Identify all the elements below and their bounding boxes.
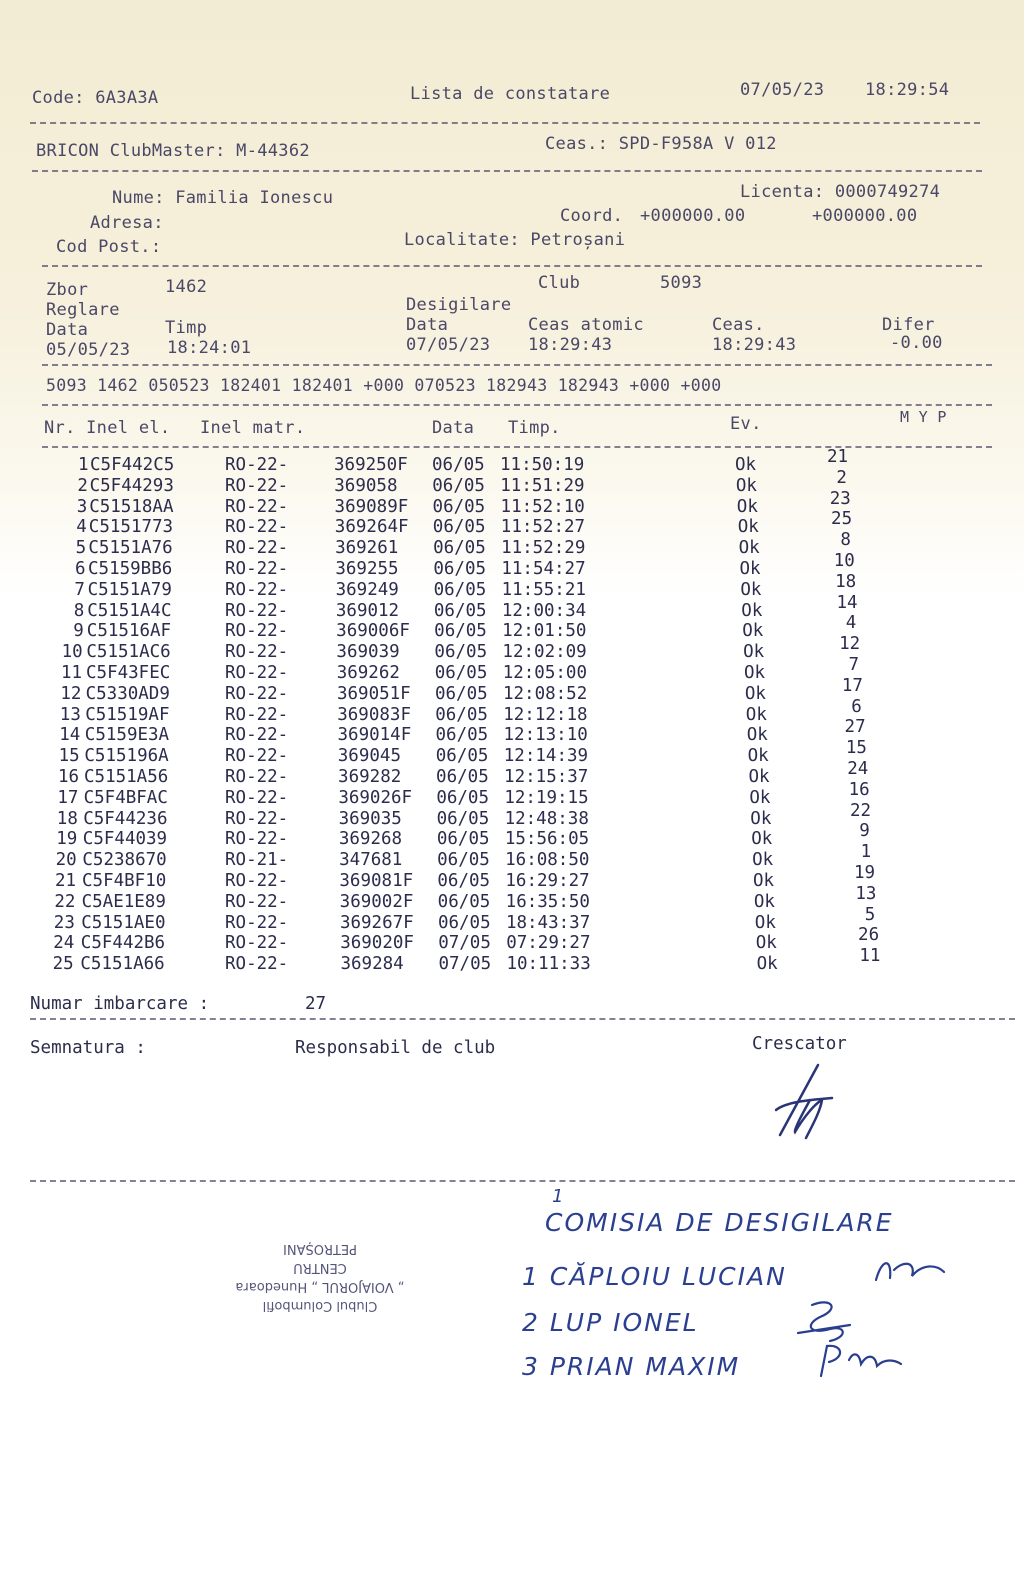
rank-value: 15 — [845, 738, 867, 759]
ring-series: RO-22- — [225, 663, 289, 683]
ring-series: RO-22- — [225, 642, 289, 663]
desig-data-label: Data — [406, 315, 449, 335]
event-status: Ok — [752, 850, 774, 871]
atomic-clock-label: Ceas atomic — [528, 315, 644, 335]
table-row — [0, 655, 1024, 683]
arrival-date: 06/05 — [434, 663, 488, 683]
table-row — [0, 571, 1024, 600]
club-value: 5093 — [660, 273, 703, 293]
arrival-time: 07:29:27 — [506, 933, 591, 954]
rank-value: 26 — [858, 925, 880, 946]
breeder-signature — [740, 1040, 870, 1150]
divider — [42, 404, 992, 406]
ring-id: C5238670 — [82, 850, 167, 871]
arrival-time: 10:11:33 — [506, 954, 591, 975]
arrival-time: 11:51:29 — [500, 475, 585, 496]
rank-value: 6 — [851, 696, 862, 717]
row-number: 21 — [55, 871, 77, 891]
row-number: 19 — [56, 829, 78, 850]
clubmaster-label: BRICON ClubMaster: M-44362 — [36, 141, 310, 161]
table-row — [0, 447, 1024, 475]
row-number: 7 — [74, 579, 85, 600]
row-number: 14 — [59, 725, 81, 746]
header-time: 18:29:54 — [865, 80, 950, 100]
event-status: Ok — [738, 538, 760, 559]
ring-series: RO-22- — [225, 912, 289, 933]
table-row — [0, 717, 1024, 746]
handwritten-member-3: 3 PRIAN MAXIM — [522, 1352, 741, 1381]
member-3-signature — [815, 1340, 905, 1380]
row-number: 25 — [52, 954, 74, 975]
row-number: 13 — [59, 704, 81, 725]
row-number: 6 — [75, 559, 86, 579]
ring-id: C5F44293 — [89, 475, 174, 496]
table-row — [0, 530, 1024, 559]
arrival-time: 12:19:15 — [504, 787, 589, 808]
ring-series: RO-22- — [225, 538, 289, 559]
rank-value: 21 — [827, 447, 849, 467]
col-header-ring: Nr. Inel el. — [44, 418, 171, 438]
rank-value: 24 — [847, 759, 869, 779]
signature-label: Semnatura : — [30, 1038, 146, 1058]
ring-number: 369035 — [338, 808, 402, 829]
event-status: Ok — [736, 496, 758, 517]
row-number: 2 — [77, 475, 88, 496]
arrival-date: 06/05 — [432, 517, 486, 538]
divider — [42, 446, 992, 448]
ring-series: RO-22- — [225, 933, 289, 954]
arrival-date: 06/05 — [433, 559, 487, 579]
rank-value: 10 — [833, 551, 855, 571]
handwritten-commission-title: COMISIA DE DESIGILARE — [545, 1208, 894, 1237]
table-row — [0, 509, 1024, 538]
arrival-time: 12:48:38 — [504, 808, 589, 829]
rank-value: 2 — [836, 467, 847, 488]
ring-series: RO-22- — [225, 767, 289, 787]
row-number: 8 — [73, 600, 85, 621]
arrival-date: 06/05 — [432, 455, 485, 475]
ring-series: RO-22- — [225, 559, 289, 579]
reglare-timp-label: Timp — [165, 318, 208, 338]
col-header-myp: M Y P — [900, 408, 947, 426]
table-row — [0, 613, 1024, 642]
event-status: Ok — [746, 725, 768, 746]
ring-series: RO-22- — [225, 829, 289, 850]
event-status: Ok — [743, 642, 765, 663]
clock-col-label: Ceas. — [712, 315, 765, 335]
clock-label: Ceas.: SPD-F958A V 012 — [545, 134, 777, 154]
arrival-time: 12:14:39 — [503, 746, 589, 767]
locality: Localitate: Petroșani — [404, 230, 626, 250]
table-row — [0, 592, 1024, 621]
ring-series: RO-22- — [225, 496, 289, 517]
ring-id: C5151A56 — [84, 767, 169, 787]
coord-value-2: +000000.00 — [812, 206, 918, 226]
arrival-time: 11:50:19 — [500, 455, 585, 475]
ring-id: C5151A76 — [88, 538, 173, 559]
table-row — [0, 488, 1024, 517]
handwritten-page-mark: 1 — [552, 1186, 566, 1207]
row-number: 23 — [53, 912, 75, 933]
ring-id: C5151AE0 — [81, 912, 166, 933]
col-header-date: Data — [432, 418, 475, 438]
desig-atomic: 18:29:43 — [528, 335, 613, 355]
ring-series: RO-22- — [225, 455, 289, 475]
table-row — [0, 634, 1024, 663]
row-number: 10 — [61, 642, 83, 663]
ring-id: C5AE1E89 — [81, 891, 166, 912]
arrival-time: 11:55:21 — [501, 579, 586, 600]
difer-label: Difer — [882, 315, 935, 335]
ring-number: 369014F — [337, 725, 412, 746]
ring-series: RO-22- — [225, 621, 289, 642]
table-row — [0, 696, 1024, 725]
row-number: 16 — [58, 767, 80, 787]
event-status: Ok — [749, 787, 771, 808]
ring-id: C5F4BFAC — [83, 787, 168, 808]
rank-value: 25 — [831, 509, 853, 530]
flight-label: Zbor — [46, 280, 89, 300]
rank-value: 23 — [829, 488, 851, 509]
divider — [30, 1018, 1015, 1020]
ring-id: C5F44039 — [82, 829, 168, 850]
ring-number: 369081F — [339, 871, 414, 891]
rank-value: 1 — [860, 842, 872, 863]
row-number: 15 — [58, 746, 80, 767]
rank-value: 4 — [845, 613, 857, 634]
ring-series: RO-22- — [225, 579, 289, 600]
ring-series: RO-22- — [225, 704, 289, 725]
reglare-data: 05/05/23 — [46, 340, 131, 360]
divider — [42, 265, 982, 267]
ring-series: RO-22- — [225, 683, 289, 704]
divider — [32, 170, 982, 172]
ring-id: C515196A — [84, 746, 169, 767]
row-number: 17 — [57, 787, 79, 808]
ring-number: 369268 — [338, 829, 403, 850]
row-number: 12 — [60, 683, 82, 704]
breeder-label: Crescator — [752, 1034, 847, 1054]
ring-series: RO-22- — [225, 787, 289, 808]
arrival-date: 06/05 — [437, 912, 491, 933]
reglare-timp: 18:24:01 — [167, 338, 252, 358]
event-status: Ok — [755, 933, 777, 954]
rank-value: 13 — [855, 883, 877, 904]
ring-id: C51516AF — [86, 621, 172, 642]
arrival-date: 06/05 — [434, 683, 488, 704]
reglare-data-label: Data — [46, 320, 89, 340]
col-header-time: Timp. — [508, 418, 561, 438]
rank-value: 16 — [848, 779, 870, 800]
row-number: 11 — [61, 663, 83, 683]
ring-series: RO-21- — [225, 850, 289, 871]
arrival-time: 16:29:27 — [505, 871, 590, 891]
ring-series: RO-22- — [225, 725, 289, 746]
reglare-label: Reglare — [46, 300, 120, 320]
ring-number: 369249 — [335, 579, 399, 600]
table-row — [0, 738, 1024, 767]
arrival-time: 11:54:27 — [501, 559, 586, 579]
arrival-time: 18:43:37 — [505, 912, 591, 933]
rank-value: 11 — [859, 946, 881, 967]
owner-postcode: Cod Post.: — [56, 237, 162, 257]
divider — [30, 1180, 1015, 1182]
club-label: Club — [538, 273, 581, 293]
arrival-date: 06/05 — [435, 704, 488, 725]
arrival-time: 12:02:09 — [502, 642, 587, 663]
coord-value-1: +000000.00 — [640, 206, 746, 226]
ring-id: C5F44236 — [83, 808, 168, 829]
event-status: Ok — [735, 475, 757, 496]
event-status: Ok — [744, 683, 766, 704]
event-status: Ok — [739, 559, 761, 579]
row-number: 9 — [73, 621, 84, 642]
ring-number: 369039 — [336, 642, 400, 663]
arrival-date: 06/05 — [432, 496, 486, 517]
arrival-time: 12:15:37 — [504, 767, 589, 787]
ring-series: RO-22- — [225, 808, 289, 829]
arrival-time: 12:00:34 — [501, 600, 587, 621]
row-number: 18 — [56, 808, 78, 829]
member-1-signature — [870, 1250, 950, 1290]
coord-label: Coord. — [560, 206, 624, 226]
ring-id: C5159E3A — [84, 725, 170, 746]
ring-id: C51518AA — [89, 496, 174, 517]
rank-value: 9 — [859, 821, 870, 842]
arrival-date: 06/05 — [433, 579, 487, 600]
ring-number: 369284 — [340, 954, 404, 975]
desig-data: 07/05/23 — [406, 335, 491, 355]
table-row — [0, 759, 1024, 787]
divider — [42, 364, 992, 366]
arrival-time: 12:12:18 — [503, 704, 588, 725]
ring-number: 369006F — [336, 621, 410, 642]
event-status: Ok — [735, 455, 757, 475]
ring-series: RO-22- — [225, 600, 289, 621]
rank-value: 14 — [836, 592, 858, 613]
ring-id: C5F442C5 — [90, 455, 175, 475]
divider — [30, 122, 980, 124]
event-status: Ok — [754, 912, 776, 933]
rank-value: 18 — [835, 571, 857, 592]
event-status: Ok — [744, 663, 766, 683]
row-number: 1 — [78, 455, 89, 475]
ring-id: C5151A79 — [87, 579, 172, 600]
document-title: Lista de constatare — [410, 84, 611, 104]
rank-value: 19 — [854, 863, 876, 883]
arrival-date: 06/05 — [437, 871, 491, 891]
ring-number: 369255 — [335, 559, 399, 579]
table-row — [0, 800, 1024, 829]
ring-number: 369261 — [335, 538, 399, 559]
ring-number: 369089F — [334, 496, 409, 517]
ring-number: 369250F — [334, 455, 408, 475]
event-status: Ok — [756, 954, 778, 975]
arrival-date: 06/05 — [436, 808, 490, 829]
ring-id: C5159BB6 — [88, 559, 173, 579]
arrival-date: 06/05 — [436, 829, 490, 850]
flight-value: 1462 — [165, 277, 208, 297]
col-header-matr: Inel matr. — [200, 418, 306, 438]
arrival-time: 11:52:29 — [501, 538, 586, 559]
ring-number: 369026F — [338, 787, 413, 808]
header-date: 07/05/23 — [740, 80, 825, 100]
ring-id: C5F43FEC — [86, 663, 171, 683]
ring-series: RO-22- — [225, 475, 289, 496]
arrival-date: 06/05 — [437, 891, 491, 912]
difer-value: -0.00 — [890, 333, 943, 353]
ring-number: 369264F — [334, 517, 409, 538]
row-number: 24 — [53, 933, 75, 954]
rank-value: 27 — [844, 717, 866, 738]
ring-series: RO-22- — [225, 871, 289, 891]
arrival-date: 07/05 — [438, 933, 491, 954]
ring-id: C5330AD9 — [85, 683, 170, 704]
ring-series: RO-22- — [225, 517, 289, 538]
ring-number: 369051F — [336, 683, 411, 704]
ring-number: 347681 — [339, 850, 403, 871]
ring-id: C5151A4C — [87, 600, 172, 621]
ring-number: 369282 — [338, 767, 402, 787]
arrival-time: 12:08:52 — [502, 683, 588, 704]
arrival-date: 06/05 — [435, 725, 489, 746]
event-status: Ok — [740, 579, 762, 600]
arrival-date: 06/05 — [437, 850, 490, 871]
arrival-time: 12:01:50 — [502, 621, 587, 642]
event-status: Ok — [737, 517, 759, 538]
rank-value: 8 — [840, 530, 851, 551]
rank-value: 5 — [864, 904, 876, 925]
handwritten-member-1: 1 CĂPLOIU LUCIAN — [522, 1262, 787, 1291]
arrival-date: 06/05 — [433, 538, 486, 559]
arrival-date: 06/05 — [436, 787, 489, 808]
arrival-date: 07/05 — [438, 954, 492, 975]
arrival-time: 15:56:05 — [504, 829, 590, 850]
row-number: 5 — [75, 538, 87, 559]
ring-id: C51519AF — [85, 704, 170, 725]
club-responsible-label: Responsabil de club — [295, 1038, 496, 1058]
arrival-date: 06/05 — [432, 475, 485, 496]
handwritten-member-2: 2 LUP IONEL — [522, 1308, 699, 1337]
event-status: Ok — [750, 808, 772, 829]
event-status: Ok — [753, 891, 775, 912]
ring-number: 369262 — [336, 663, 400, 683]
desig-clock: 18:29:43 — [712, 335, 797, 355]
row-number: 22 — [54, 891, 76, 912]
ring-number: 369045 — [337, 746, 401, 767]
col-header-event: Ev. — [730, 414, 762, 434]
row-number: 3 — [76, 496, 88, 517]
arrival-time: 16:08:50 — [505, 850, 590, 871]
ring-number: 369002F — [339, 891, 414, 912]
event-status: Ok — [747, 746, 769, 767]
row-number: 20 — [55, 850, 77, 871]
ring-id: C5F4BF10 — [82, 871, 167, 891]
table-row — [0, 467, 1024, 496]
rank-value: 17 — [841, 675, 863, 696]
ring-series: RO-22- — [225, 746, 289, 767]
table-row — [0, 675, 1024, 704]
arrival-time: 12:13:10 — [503, 725, 588, 746]
event-status: Ok — [741, 600, 763, 621]
table-row — [0, 946, 1024, 975]
rank-value: 7 — [848, 655, 860, 675]
event-status: Ok — [753, 871, 775, 891]
desigilare-label: Desigilare — [406, 295, 512, 315]
event-status: Ok — [748, 767, 770, 787]
row-number: 4 — [76, 517, 87, 538]
arrival-date: 06/05 — [436, 767, 489, 787]
arrival-time: 12:05:00 — [502, 663, 587, 683]
owner-name: Nume: Familia Ionescu — [112, 188, 334, 208]
table-row — [0, 551, 1024, 579]
embark-count: 27 — [305, 994, 327, 1014]
ring-number: 369012 — [335, 600, 400, 621]
event-status: Ok — [745, 704, 767, 725]
club-stamp: Clubul Columbofil „ VOIAJORUL „ Hunedoara CENTRU PETROȘANI — [235, 1241, 405, 1313]
embark-label: Numar imbarcare : — [30, 994, 210, 1014]
rank-value: 12 — [839, 634, 861, 655]
code-label: Code: 6A3A3A — [32, 88, 159, 108]
ring-id: C5151A66 — [80, 954, 165, 975]
ring-series: RO-22- — [225, 954, 289, 975]
arrival-date: 06/05 — [433, 600, 487, 621]
owner-address: Adresa: — [90, 213, 164, 233]
arrival-time: 16:35:50 — [505, 891, 590, 912]
event-status: Ok — [751, 829, 773, 850]
arrival-date: 06/05 — [434, 642, 488, 663]
ring-number: 369020F — [340, 933, 414, 954]
ring-id: C5F442B6 — [80, 933, 166, 954]
ring-id: C5151773 — [88, 517, 174, 538]
arrival-time: 11:52:27 — [500, 517, 586, 538]
arrival-date: 06/05 — [434, 621, 487, 642]
arrival-time: 11:52:10 — [500, 496, 585, 517]
license-number: Licenta: 0000749274 — [740, 182, 941, 202]
event-status: Ok — [742, 621, 764, 642]
ring-series: RO-22- — [225, 891, 289, 912]
code-line: 5093 1462 050523 182401 182401 +000 070523 182943 182943 +000 +000 — [46, 376, 722, 395]
ring-id: C5151AC6 — [86, 642, 171, 663]
arrival-date: 06/05 — [435, 746, 489, 767]
ring-number: 369267F — [339, 912, 414, 933]
ring-number: 369058 — [334, 475, 398, 496]
ring-number: 369083F — [337, 704, 411, 725]
rank-value: 22 — [849, 800, 872, 821]
